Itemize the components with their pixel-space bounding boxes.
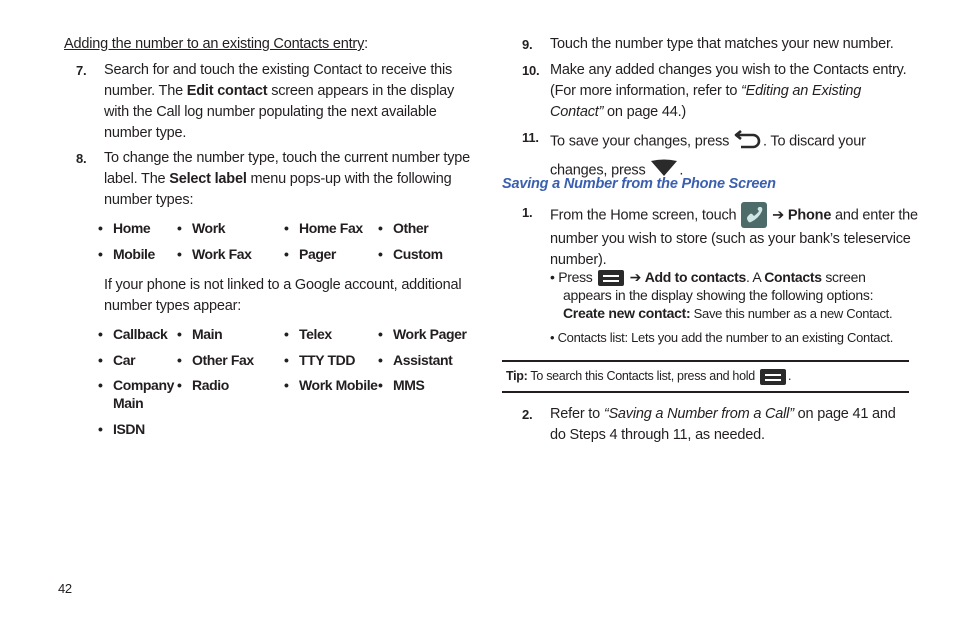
type-radio: • Radio: [192, 376, 229, 394]
type-work: • Work: [192, 219, 225, 237]
step-7-number: 7.: [76, 63, 87, 78]
page-number: 42: [58, 581, 72, 596]
type-mms: • MMS: [393, 376, 424, 394]
type-work-mobile: • Work Mobile: [299, 376, 378, 394]
tip-rule-bottom: [502, 391, 909, 393]
type-pager: • Pager: [299, 245, 336, 263]
step-1-number: 1.: [522, 205, 533, 220]
step-11-text: To save your changes, press . To discard your changes, press .: [550, 127, 866, 185]
type-assistant: • Assistant: [393, 351, 452, 369]
contacts-list-option: • Contacts list: Lets you add the number to an existing Contact.: [550, 330, 894, 345]
step-7-text: Search for and touch the existing Contact to receive this number. The Edit contact screen appears in the display with the Call log number populating the next available number type.: [104, 62, 455, 141]
step-10-text: Make any added changes you wish to the Contacts entry. (For more information, refer to “Editing an Existing Contact” on page 44.): [550, 62, 907, 120]
intro-line: Adding the number to an existing Contacts entry:: [64, 36, 368, 52]
tip-note: Tip: To search this Contacts list, press and hold .: [506, 369, 792, 383]
create-new-contact-option: Create new contact: Save this number as a new Contact.: [563, 305, 893, 321]
step-8-number: 8.: [76, 151, 87, 166]
step-9-text: Touch the number type that matches your new number.: [550, 36, 894, 52]
type-work-pager: • Work Pager: [393, 325, 467, 343]
intro-text: Adding the number to an existing Contacts entry: [64, 36, 365, 52]
type-company-main: • Company Main: [113, 376, 174, 412]
step-1-text: From the Home screen, touch ➔ Phone and enter the number you wish to store (such as your bank’s teleservice number).: [550, 202, 918, 271]
type-other-fax: • Other Fax: [192, 351, 254, 369]
section-heading: Saving a Number from the Phone Screen: [502, 176, 776, 192]
step-10-number: 10.: [522, 63, 540, 78]
step-2-text: Refer to “Saving a Number from a Call” on page 41 and do Steps 4 through 11, as needed.: [550, 406, 896, 443]
type-other: • Other: [393, 219, 428, 237]
phone-icon: [740, 202, 768, 229]
menu-icon: [598, 270, 624, 286]
type-telex: • Telex: [299, 325, 332, 343]
additional-types-note: If your phone is not linked to a Google account, additional number types appear:: [104, 277, 462, 314]
type-main: • Main: [192, 325, 222, 343]
back-arrow-icon: [733, 127, 763, 156]
bullet-press-menu: • Press ➔ Add to contacts. A Contacts screen: [550, 269, 866, 285]
step-9-number: 9.: [522, 37, 533, 52]
type-home: • Home: [113, 219, 150, 237]
type-mobile: • Mobile: [113, 245, 155, 263]
step-2-number: 2.: [522, 407, 533, 422]
type-tty-tdd: • TTY TDD: [299, 351, 355, 369]
type-callback: • Callback: [113, 325, 167, 343]
type-isdn: • ISDN: [113, 420, 145, 438]
tip-rule-top: [502, 360, 909, 362]
type-custom: • Custom: [393, 245, 443, 263]
menu-icon: [760, 369, 786, 385]
bullet-press-menu-line2: appears in the display showing the following options:: [563, 287, 874, 303]
step-8-text: To change the number type, touch the current number type label. The Select label menu pops-up with the following number types:: [104, 150, 471, 208]
step-11-number: 11.: [522, 130, 539, 145]
type-car: • Car: [113, 351, 135, 369]
type-home-fax: • Home Fax: [299, 219, 363, 237]
type-work-fax: • Work Fax: [192, 245, 252, 263]
